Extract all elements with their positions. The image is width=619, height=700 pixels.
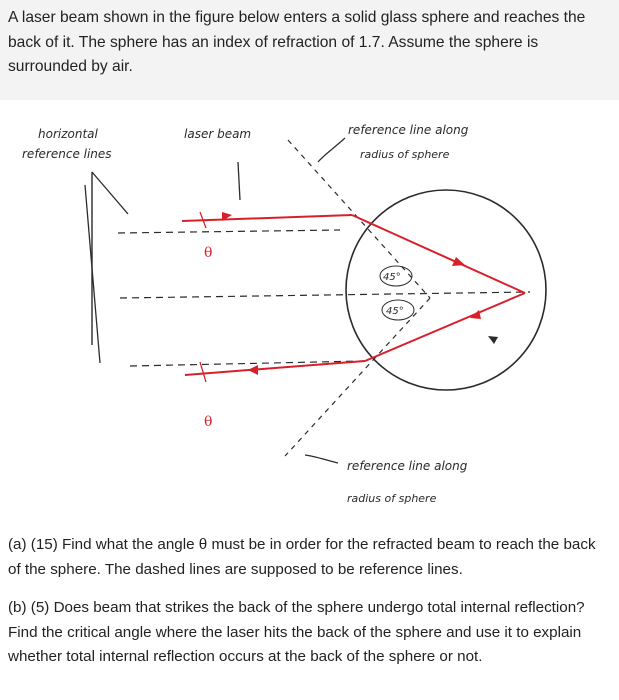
problem-intro xyxy=(0,0,619,100)
beam-incoming-top xyxy=(182,215,352,221)
angle-top-label: 45° xyxy=(383,272,401,283)
ref-top-pointer xyxy=(318,138,345,162)
problem-intro-text: A laser beam shown in the figure below enters a solid glass sphere and reaches the back of it. The sphere has an index of refraction of 1.7. Assume the sphere is surrounded by air. xyxy=(8,9,586,75)
horizontal-ref-pointer-upper xyxy=(92,172,128,214)
label-ref-radius-bottom-1: reference line along xyxy=(347,459,468,473)
label-ref-radius-top-2: radius of sphere xyxy=(360,148,450,161)
theta-bottom-icon: θ xyxy=(204,414,213,430)
question-a: (a) (15) Find what the angle θ must be in order for the refracted beam to reach the back of the sphere. The dashed lines are supposed to be reference lines. xyxy=(8,536,596,578)
question-b: (b) (5) Does beam that strikes the back of the sphere undergo total internal reflection? Find the critical angle where the laser hits the back of the sphere and use it to explain whether total internal reflection occurs at the back of the sphere or not. xyxy=(8,599,585,665)
radius-ref-line-bottom xyxy=(285,298,430,456)
label-ref-radius-top-1: reference line along xyxy=(348,123,469,137)
label-ref-radius-bottom-2: radius of sphere xyxy=(347,492,437,505)
beam-arrow-outgoing xyxy=(248,365,258,375)
questions xyxy=(8,533,612,684)
laser-sphere-figure xyxy=(0,100,619,525)
beam-refracted-inside xyxy=(352,215,525,293)
angle-bottom-label: 45° xyxy=(386,306,404,317)
laser-beam-pointer xyxy=(238,162,240,200)
ref-bottom-pointer xyxy=(305,455,338,463)
beam-reflected-inside xyxy=(365,293,525,361)
figure-canvas xyxy=(0,100,619,525)
ref-line-middle xyxy=(120,292,530,298)
theta-top-icon: θ xyxy=(204,245,213,261)
ref-line-top xyxy=(118,230,340,233)
label-horizontal-ref-1: horizontal xyxy=(38,127,98,141)
label-horizontal-ref-2: reference lines xyxy=(22,147,112,161)
reflection-arrow-icon xyxy=(488,336,498,344)
label-laser-beam: laser beam xyxy=(184,127,252,141)
